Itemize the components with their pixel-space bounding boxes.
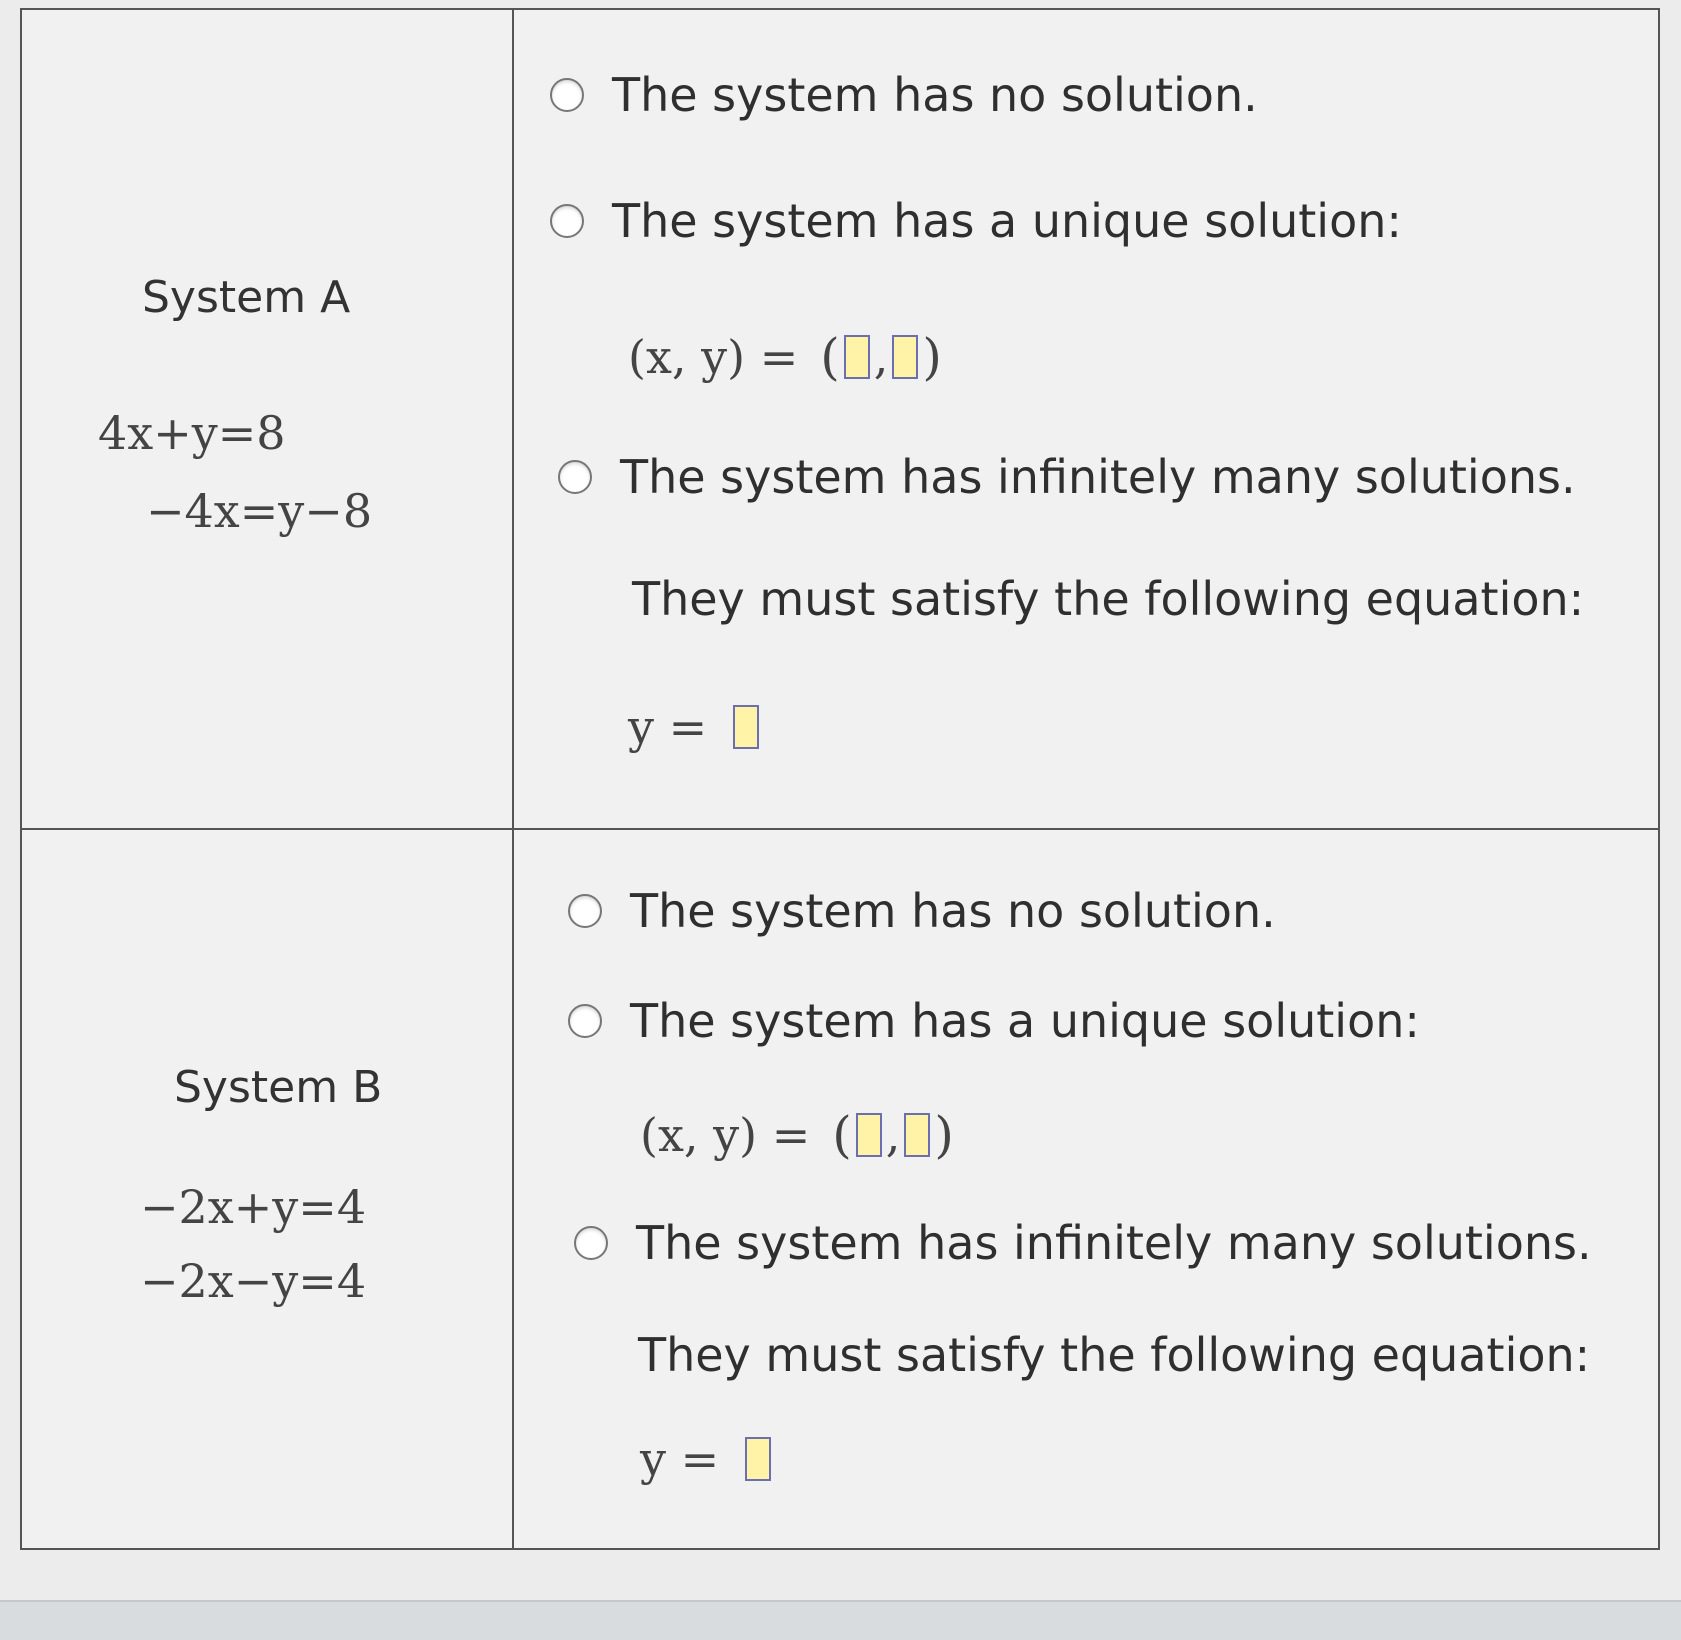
y-input[interactable] [904,1113,930,1157]
system-b-pair-row [640,1106,954,1164]
radio-button[interactable] [550,204,584,238]
system-b-equation-2: −2x−y=4 [140,1254,367,1308]
radio-button[interactable] [568,1004,602,1038]
option-label: The system has infinitely many solutions. [620,450,1576,504]
system-a-option-infinite[interactable] [558,450,1576,504]
system-b-option-infinite[interactable] [574,1216,1592,1270]
system-b-option-unique[interactable] [568,994,1420,1048]
systems-table [20,8,1660,1550]
system-a-pair-row [628,328,942,386]
system-b-satisfy-text: They must satisfy the following equation: [638,1328,1591,1382]
radio-button[interactable] [558,460,592,494]
close-paren: ) [922,328,942,386]
radio-button[interactable] [550,78,584,112]
system-a-option-unique[interactable] [550,194,1402,248]
x-input[interactable] [844,335,870,379]
option-label: The system has infinitely many solutions. [636,1216,1592,1270]
option-label: The system has no solution. [630,884,1276,938]
system-b-option-no-solution[interactable] [568,884,1276,938]
open-paren: ( [832,1106,852,1164]
open-paren: ( [820,328,840,386]
system-b-equation-1: −2x+y=4 [140,1180,367,1234]
system-a-satisfy-text: They must satisfy the following equation: [632,572,1585,626]
option-label: The system has a unique solution: [630,994,1420,1048]
y-label: y = [640,1432,720,1486]
comma: , [873,330,889,384]
radio-button[interactable] [574,1226,608,1260]
system-b-title: System B [174,1062,383,1113]
close-paren: ) [934,1106,954,1164]
equation-input[interactable] [745,1437,771,1481]
system-a-equation-1: 4x+y=8 [98,406,286,460]
option-label: The system has a unique solution: [612,194,1402,248]
system-b-y-row [640,1432,775,1486]
y-input[interactable] [892,335,918,379]
pair-label: (x, y) = [640,1108,811,1162]
comma: , [885,1108,901,1162]
equation-input[interactable] [733,705,759,749]
system-a-title: System A [142,272,351,323]
column-divider [512,10,514,1550]
pair-label: (x, y) = [628,330,799,384]
option-label: The system has no solution. [612,68,1258,122]
system-a-equation-2: −4x=y−8 [146,484,373,538]
x-input[interactable] [856,1113,882,1157]
bottom-scroll-area [0,1600,1681,1640]
y-label: y = [628,700,708,754]
radio-button[interactable] [568,894,602,928]
system-a-option-no-solution[interactable] [550,68,1258,122]
system-a-y-row [628,700,763,754]
row-divider [22,828,1658,830]
